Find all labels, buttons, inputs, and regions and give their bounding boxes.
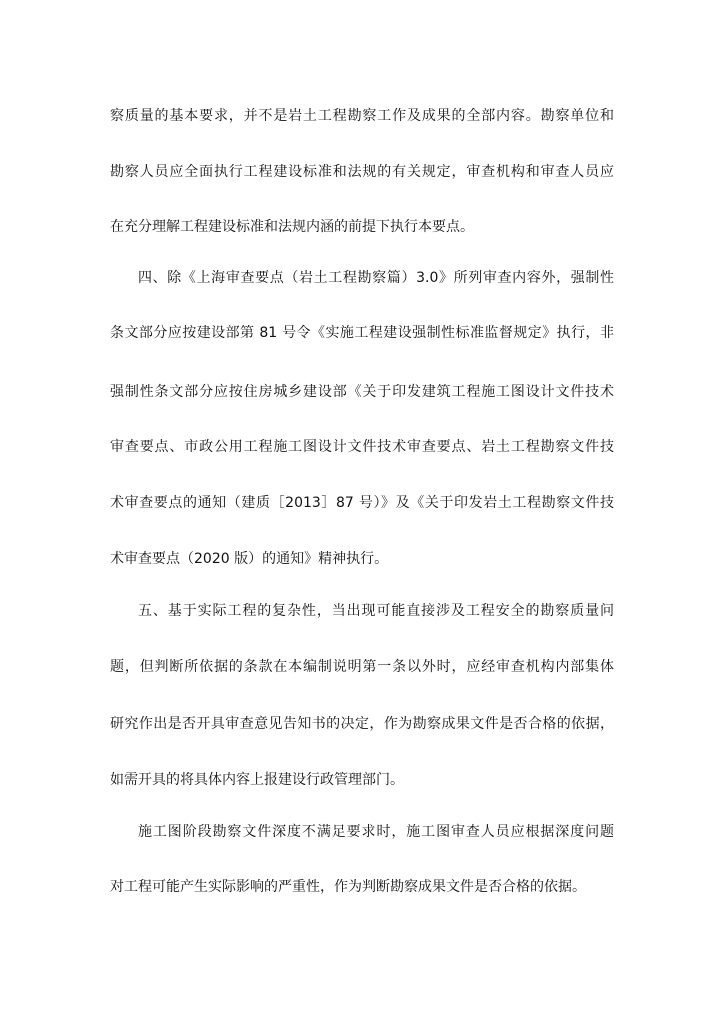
text-line: 强制性条文部分应按住房城乡建设部《关于印发建筑工程施工图设计文件技术 — [110, 384, 614, 400]
text-line: 条文部分应按建设部第 81 号令《实施工程建设强制性标准监督规定》执行，非 — [110, 325, 614, 341]
paragraph-four-start: 四、除《上海审查要点（岩土工程勘察篇）3.0》所列审查内容外，强制性 — [138, 270, 614, 286]
text-line: 在充分理解工程建设标准和法规内涵的前提下执行本要点。 — [110, 219, 474, 235]
text-line: 题，但判断所依据的条款在本编制说明第一条以外时，应经审查机构内部集体 — [110, 659, 614, 675]
text-line: 察质量的基本要求，并不是岩土工程勘察工作及成果的全部内容。勘察单位和 — [110, 108, 614, 124]
text-line: 对工程可能产生实际影响的严重性，作为判断勘察成果文件是否合格的依据。 — [110, 879, 586, 895]
text-line: 术审查要点的通知（建质［2013］87 号）》及《关于印发岩土工程勘察文件技 — [110, 495, 614, 511]
text-line: 术审查要点（2020 版）的通知》精神执行。 — [110, 551, 389, 567]
text-line: 勘察人员应全面执行工程建设标准和法规的有关规定，审查机构和审查人员应 — [110, 164, 614, 180]
text-line: 研究作出是否开具审查意见告知书的决定，作为勘察成果文件是否合格的依据， — [110, 716, 614, 732]
paragraph-five-start: 五、基于实际工程的复杂性，当出现可能直接涉及工程安全的勘察质量问 — [138, 603, 614, 619]
text-line: 审查要点、市政公用工程施工图设计文件技术审查要点、岩土工程勘察文件技 — [110, 439, 614, 455]
text-line: 如需开具的将具体内容上报建设行政管理部门。 — [110, 772, 404, 788]
paragraph-six-start: 施工图阶段勘察文件深度不满足要求时，施工图审查人员应根据深度问题 — [138, 824, 614, 840]
